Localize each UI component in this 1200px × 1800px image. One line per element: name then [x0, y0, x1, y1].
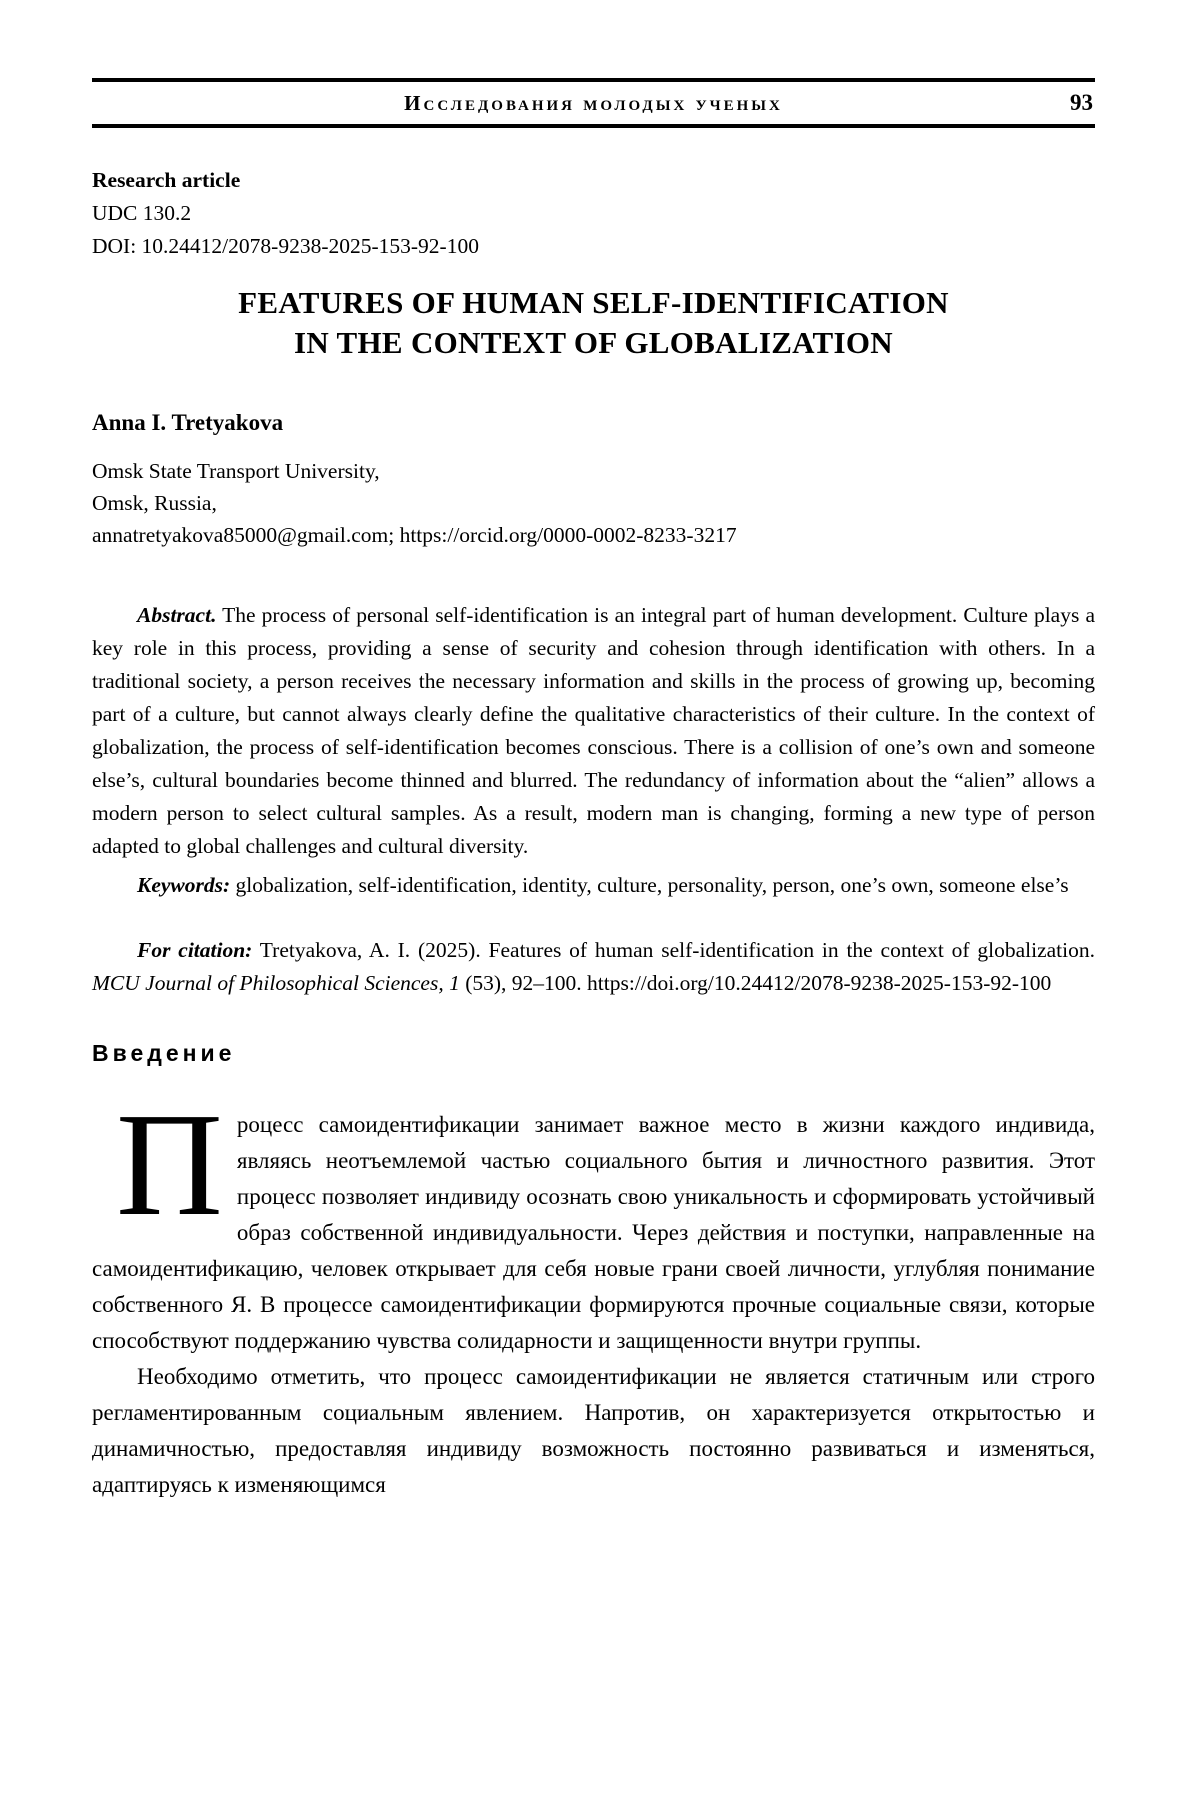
intro-paragraph-2: Необходимо отметить, что процесс самоидентификации не является статичным или строго регламентированным социальным явлением. Напротив, он характеризуется открытостью и динамичностью, предоставляя индивиду возможность постоянно развиваться и изменяться, адаптируясь к изменяющимся — [92, 1364, 1095, 1497]
affiliation-contact: annatretyakova85000@gmail.com; https://orcid.org/0000-0002-8233-3217 — [92, 523, 737, 547]
section-heading-introduction: Введение — [92, 1040, 236, 1066]
drop-cap-letter: П — [116, 1110, 223, 1216]
abstract-label: Abstract. — [137, 603, 217, 627]
citation-paragraph — [92, 934, 1095, 1000]
affiliation-university: Omsk State Transport University, — [92, 459, 380, 483]
intro-paragraph-1-text: роцесс самоидентификации занимает важное место в жизни каждого индивида, являясь неотъемлемой частью социального бытия и личностного развития. Этот процесс позволяет индивиду осознать свою уникальность и сформировать устойчивый образ собственной индивидуальности. Через действия и поступки, направленные на самоидентификацию, человек открывает для себя новые грани своей личности, углубляя понимание собственного Я. В процессе самоидентификации формируются прочные социальные связи, которые способствуют поддержанию чувства солидарности и защищенности внутри группы. — [92, 1112, 1095, 1353]
author-affiliation — [92, 455, 1095, 551]
citation-label: For citation: — [137, 938, 253, 962]
keywords-label: Keywords: — [137, 873, 231, 897]
udc-line: UDC 130.2 — [92, 201, 192, 225]
article-meta — [92, 164, 1095, 263]
affiliation-city: Omsk, Russia, — [92, 491, 217, 515]
page-number: 93 — [1070, 90, 1093, 115]
citation-text-before-journal: Tretyakova, A. I. (2025). Features of human self-identification in the context of globalization. — [252, 938, 1095, 962]
abstract-paragraph — [92, 599, 1095, 863]
doi-line: DOI: 10.24412/2078-9238-2025-153-92-100 — [92, 234, 479, 258]
article-title-line-1: FEATURES OF HUMAN SELF-IDENTIFICATION — [238, 285, 949, 320]
intro-paragraph-1 — [92, 1107, 1095, 1359]
article-title-line-2: IN THE CONTEXT OF GLOBALIZATION — [293, 325, 893, 360]
abstract-text: The process of personal self-identification is an integral part of human development. Culture plays a key role in this process, providing a sense of security and cohesion through identification with others. In a traditional society, a person receives the necessary information and skills in the process of growing up, becoming part of a culture, but cannot always clearly define the qualitative characteristics of their culture. In the context of globalization, the process of self-identification becomes conscious. There is a collision of one’s own and someone else’s, cultural boundaries become thinned and blurred. The redundancy of information about the “alien” allows a modern person to select cultural samples. As a result, modern man is changing, forming a new type of person adapted to global challenges and cultural diversity. — [92, 603, 1095, 858]
citation-text-after-journal: (53), 92–100. https://doi.org/10.24412/2078-9238-2025-153-92-100 — [459, 971, 1052, 995]
running-head — [92, 78, 1095, 128]
keywords-text: globalization, self-identification, identity, culture, personality, person, one’s own, someone else’s — [230, 873, 1069, 897]
article-type-label: Research article — [92, 168, 241, 192]
article-title — [92, 283, 1095, 363]
citation-journal-title: MCU Journal of Philosophical Sciences, 1 — [92, 971, 460, 995]
running-head-title: Исследования молодых ученых — [404, 91, 783, 115]
keywords-paragraph — [92, 869, 1095, 902]
author-name: Anna I. Tretyakova — [92, 410, 284, 435]
